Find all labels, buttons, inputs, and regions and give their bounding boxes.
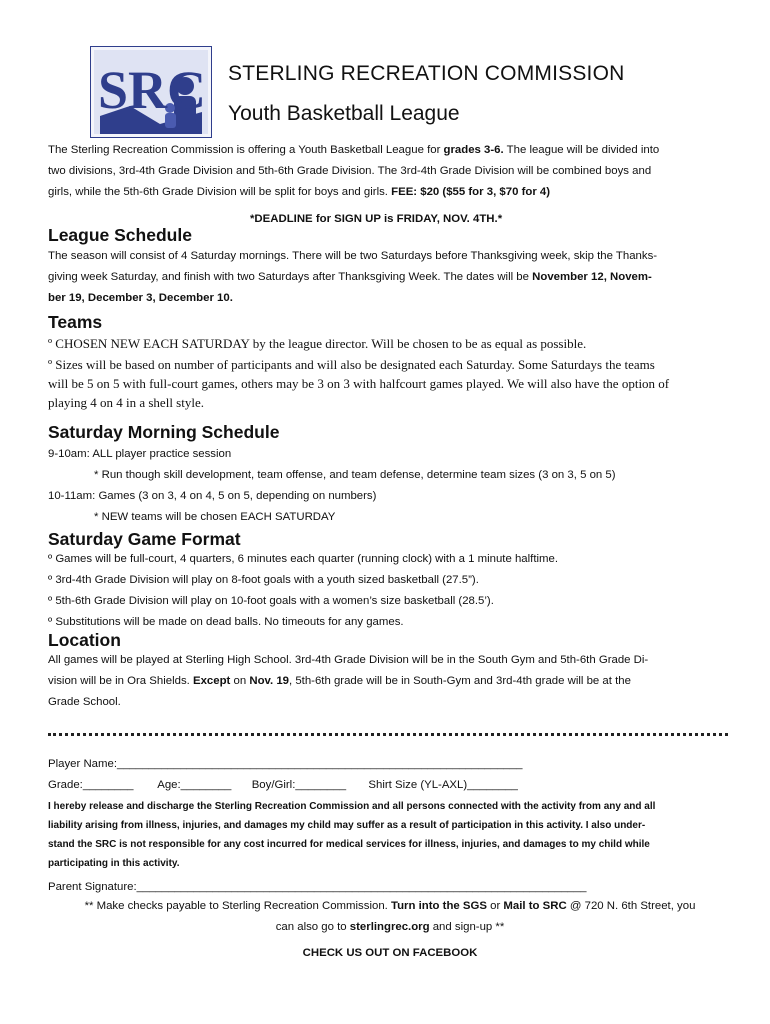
dates-text: November 12, Novem- — [532, 271, 652, 283]
nov19-text: Nov. 19 — [249, 675, 290, 687]
facebook-callout: CHECK US OUT ON FACEBOOK — [302, 947, 478, 959]
game-format-text — [48, 549, 728, 633]
schedule-line-4: * NEW teams will be chosen EACH SATURDAY — [94, 511, 336, 523]
dates-text-cont: ber 19, December 3, December 10. — [48, 292, 233, 304]
mail-text: Mail to SRC — [503, 900, 567, 912]
format-line-1: º Games will be full-court, 4 quarters, 6 minutes each quarter (running clock) with a 1 minute halftime. — [48, 553, 558, 565]
intro-paragraph — [48, 140, 728, 203]
league-schedule-text — [48, 246, 728, 309]
or-text: or — [486, 900, 504, 912]
release-line-3: stand the SRC is not responsible for any cost incurred for medical services for illness, injuries, and damages to my child while — [48, 839, 650, 850]
website-link[interactable]: sterlingrec.org — [349, 921, 430, 933]
payment-instructions — [40, 896, 740, 938]
league-line-2: giving week Saturday, and finish with two Saturdays after Thanksgiving Week. The dates will be — [48, 271, 533, 283]
format-line-2: º 3rd-4th Grade Division will play on 8-foot goals with a youth sized basketball (27.5”). — [48, 574, 479, 586]
turn-in-text: Turn into the SGS — [390, 900, 487, 912]
intro-text-cont: The league will be divided into — [503, 144, 660, 156]
intro-line-2: two divisions, 3rd-4th Grade Division and 5th-6th Grade Division. The 3rd-4th Grade Division will be combined boys and — [48, 165, 652, 177]
parent-signature-field[interactable]: Parent Signature:_______________________________________________________________________ — [48, 881, 587, 893]
cut-line-divider — [48, 733, 728, 736]
schedule-line-3: 10-11am: Games (3 on 3, 4 on 4, 5 on 5, depending on numbers) — [48, 490, 377, 502]
address-text: @ 720 N. 6th Street, you — [566, 900, 696, 912]
game-format-heading: Saturday Game Format — [48, 529, 241, 549]
checks-text: ** Make checks payable to Sterling Recreation Commission. — [84, 900, 391, 912]
player-name-field[interactable]: Player Name:________________________________________________________________ — [48, 758, 523, 770]
signup-text: and sign-up ** — [429, 921, 505, 933]
teams-line-3: will be 5 on 5 with full-court games, others may be 3 on 3 with halfcourt games played. We will also have the option of — [48, 376, 670, 391]
saturday-schedule-heading: Saturday Morning Schedule — [48, 422, 280, 442]
org-title: STERLING RECREATION COMMISSION — [228, 62, 625, 85]
except-text: Except — [192, 675, 231, 687]
logo-letters: SRC — [98, 60, 207, 120]
teams-line-1: º CHOSEN NEW EACH SATURDAY by the league director. Will be chosen to be as equal as possible. — [48, 336, 587, 351]
intro-text: The Sterling Recreation Commission is offering a Youth Basketball League for — [48, 144, 444, 156]
website-prefix: can also go to — [275, 921, 350, 933]
teams-heading: Teams — [48, 312, 103, 332]
grade-field[interactable]: Grade:________ — [48, 779, 134, 791]
src-logo — [90, 46, 212, 138]
shirt-size-field[interactable]: Shirt Size (YL-AXL)________ — [368, 779, 518, 791]
location-heading: Location — [48, 630, 121, 650]
location-line-2-cont: , 5th-6th grade will be in South-Gym and 3rd-4th grade will be at the — [289, 675, 631, 687]
league-line-1: The season will consist of 4 Saturday mornings. There will be two Saturdays before Thanksgiving week, skip the Thanks- — [48, 250, 658, 262]
teams-text — [48, 334, 728, 412]
src-logo-graphic — [90, 46, 212, 138]
schedule-line-1: 9-10am: ALL player practice session — [48, 448, 232, 460]
grades-text: grades 3-6. — [443, 144, 504, 156]
schedule-line-2: * Run though skill development, team offense, and team defense, determine team sizes (3 on 3, 5 on 5) — [94, 469, 616, 481]
on-text: on — [230, 675, 250, 687]
location-line-3: Grade School. — [48, 696, 121, 708]
format-line-3: º 5th-6th Grade Division will play on 10-foot goals with a women’s size basketball (28.5’). — [48, 595, 494, 607]
fee-text: FEE: $20 ($55 for 3, $70 for 4) — [391, 186, 551, 198]
player-details-row — [48, 775, 518, 796]
deadline-notice: *DEADLINE for SIGN UP is FRIDAY, NOV. 4TH.* — [250, 213, 503, 225]
league-subtitle: Youth Basketball League — [228, 102, 460, 125]
location-line-2: vision will be in Ora Shields. — [48, 675, 193, 687]
format-line-4: º Substitutions will be made on dead balls. No timeouts for any games. — [48, 616, 404, 628]
intro-line-3: girls, while the 5th-6th Grade Division will be split for boys and girls. — [48, 186, 392, 198]
teams-line-2: º Sizes will be based on number of participants and will also be designated each Saturday. Some Saturdays the teams — [48, 357, 655, 372]
release-line-4: participating in this activity. — [48, 858, 180, 869]
age-field[interactable]: Age:________ — [157, 779, 232, 791]
teams-line-4: playing 4 on 4 in a shell style. — [48, 395, 204, 410]
saturday-schedule-text — [48, 444, 728, 528]
location-text — [48, 650, 728, 713]
release-statement — [48, 797, 728, 873]
boy-girl-field[interactable]: Boy/Girl:________ — [251, 779, 347, 791]
release-line-1: I hereby release and discharge the Sterling Recreation Commission and all persons connected with the activity from any and all — [48, 801, 656, 812]
location-line-1: All games will be played at Sterling High School. 3rd-4th Grade Division will be in the South Gym and 5th-6th Grade Di- — [48, 654, 649, 666]
release-line-2: liability arising from illness, injuries, and damages my child may suffer as a result of participation in this activity. I also under- — [48, 820, 646, 831]
league-schedule-heading: League Schedule — [48, 225, 192, 245]
